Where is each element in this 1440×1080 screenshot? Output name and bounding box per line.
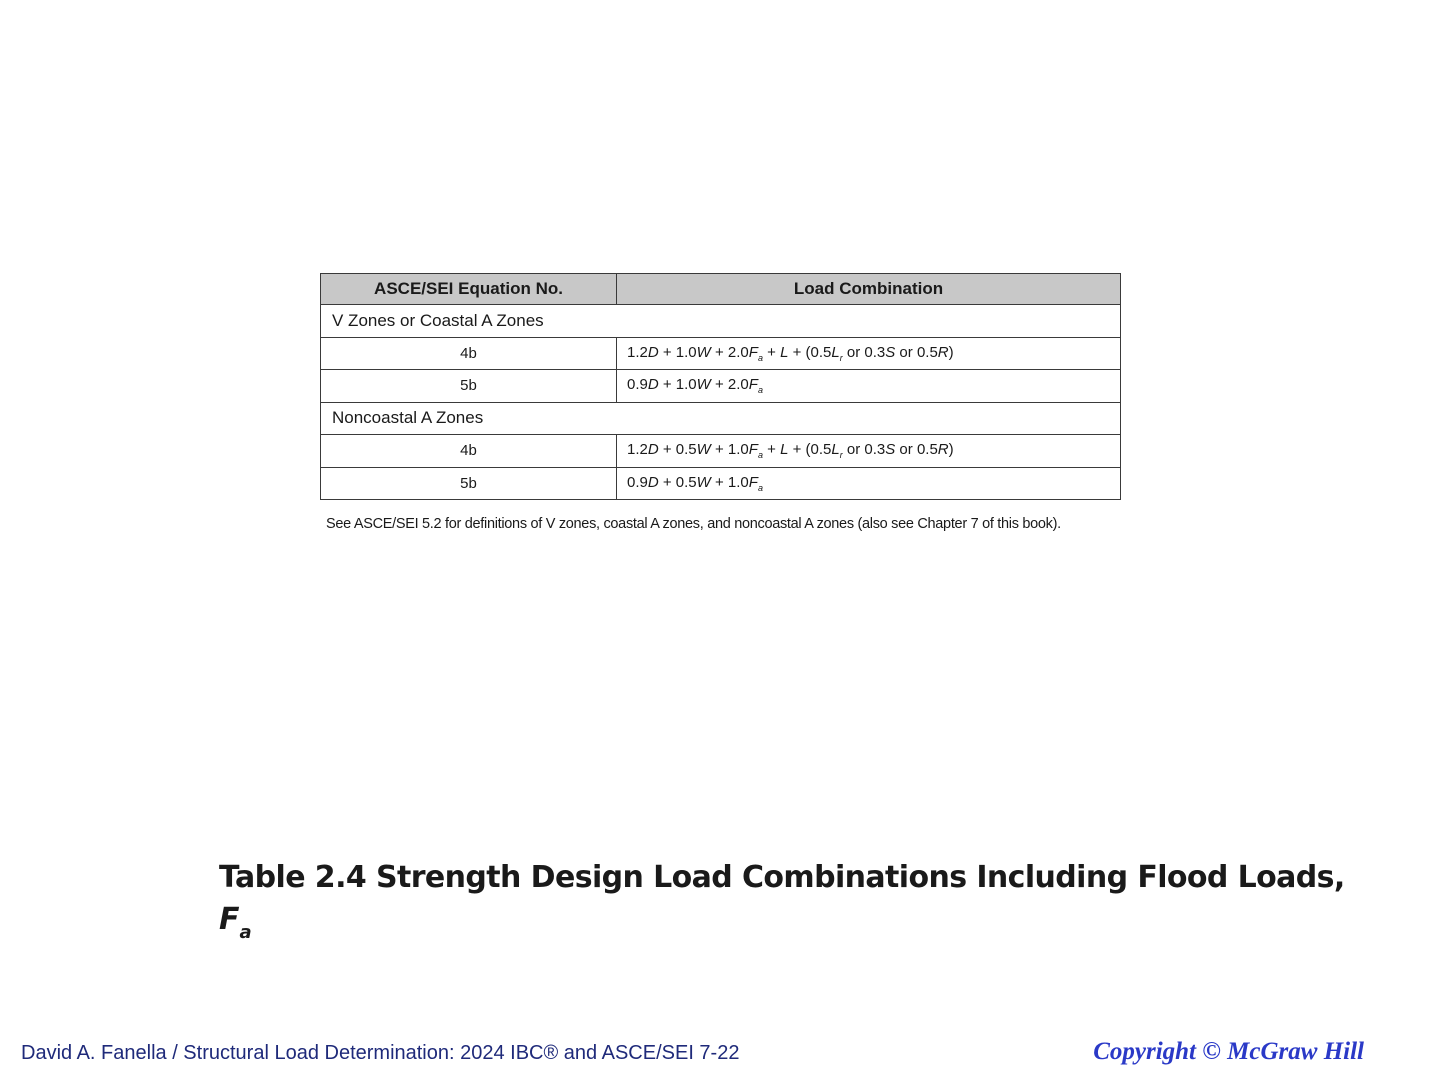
title-symbol-sub: a [239, 922, 252, 943]
equation-number: 4b [321, 435, 617, 468]
slide-title: Table 2.4 Strength Design Load Combinations Including Flood Loads, [219, 860, 1345, 895]
equation-number: 4b [321, 337, 617, 370]
load-combination: $1.2D + 1.0W + 2.0F_a + L + (0.5L_r$ or 0.3S or 0.5R) [617, 337, 1121, 370]
section-row [321, 305, 1121, 338]
header-equation-no: ASCE/SEI Equation No. [321, 274, 617, 305]
equation-number: 5b [321, 370, 617, 403]
load-combination: $0.9D + 0.5W + 1.0F_a$ [617, 467, 1121, 500]
table-row [321, 435, 1121, 468]
header-load-combination: Load Combination [617, 274, 1121, 305]
table-row [321, 337, 1121, 370]
section-row [321, 402, 1121, 435]
table-row [321, 467, 1121, 500]
load-combination: $0.9D + 1.0W + 2.0F_a$ [617, 370, 1121, 403]
section-label-coastal: V Zones or Coastal A Zones [321, 305, 1121, 338]
table-footnote: See ASCE/SEI 5.2 for definitions of V zones, coastal A zones, and noncoastal A zones (also see Chapter 7 of this book). [326, 516, 1061, 532]
table-header-row [321, 274, 1121, 305]
title-symbol-main: F [219, 902, 240, 937]
footer-book-citation: David A. Fanella / Structural Load Determination: 2024 IBC® and ASCE/SEI 7-22 [21, 1042, 740, 1064]
equation-number: 5b [321, 467, 617, 500]
title-symbol [219, 902, 252, 941]
table-row [321, 370, 1121, 403]
load-combination-table [320, 273, 1121, 500]
section-label-noncoastal: Noncoastal A Zones [321, 402, 1121, 435]
load-combination: $1.2D + 0.5W + 1.0F_a + L + (0.5L_r$ or 0.3S or 0.5R) [617, 435, 1121, 468]
footer-copyright: Copyright © McGraw Hill [1093, 1038, 1364, 1065]
